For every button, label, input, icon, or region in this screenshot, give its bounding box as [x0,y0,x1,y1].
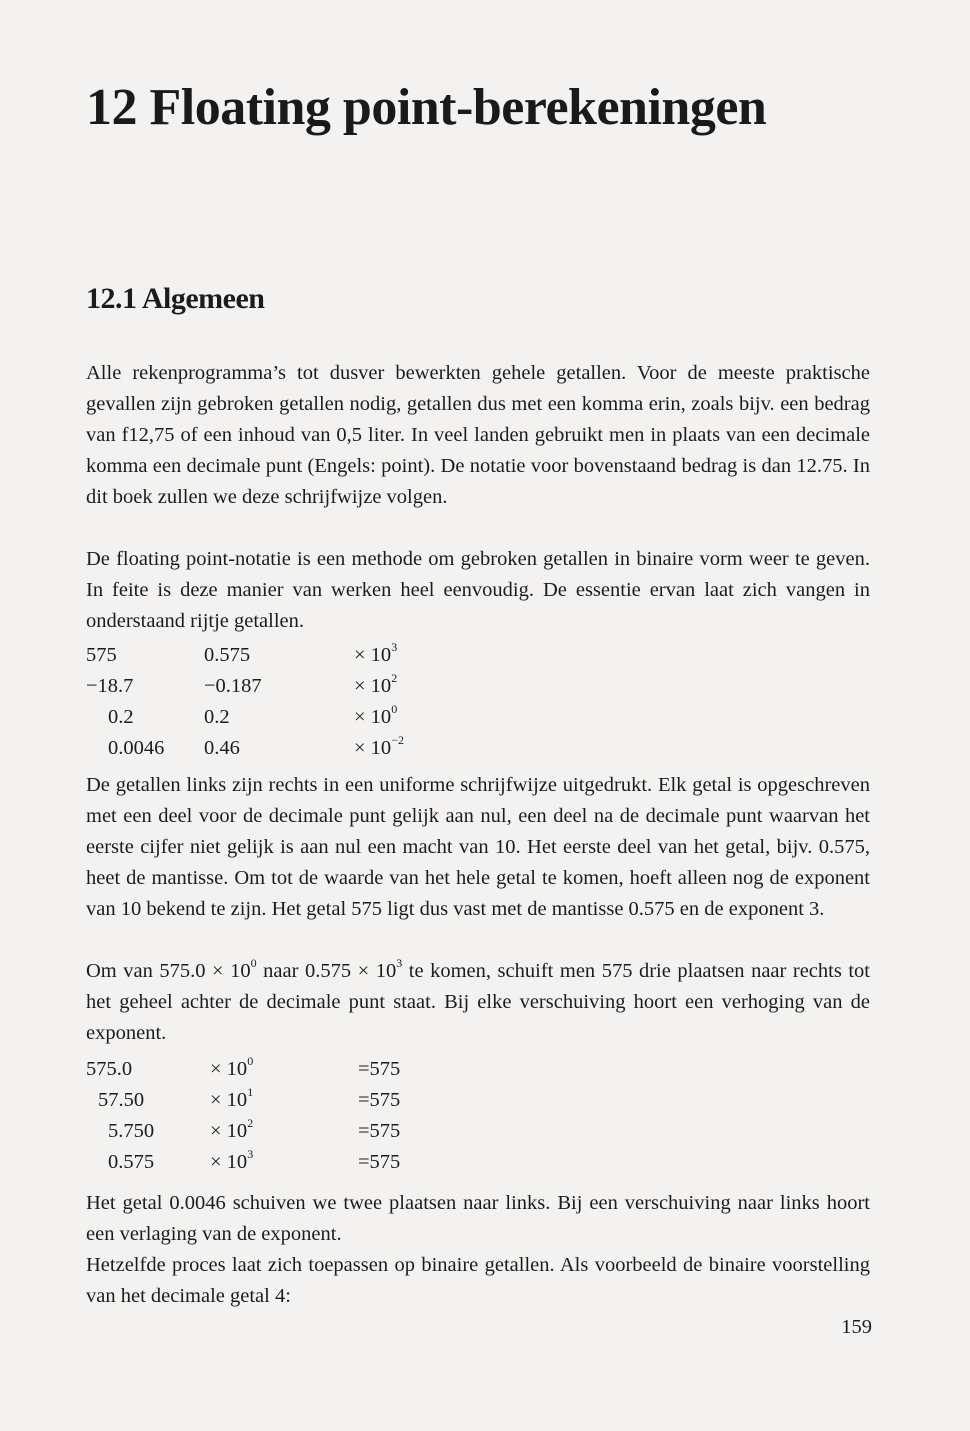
table-cell-power: × $10^3$ [210,1147,254,1173]
section-title: 12.1 Algemeen [86,282,265,315]
table-cell-power: × $10^0$ [210,1054,254,1080]
paragraph-uniform-notation: De getallen links zijn rechts in een uniforme schrijfwijze uitgedrukt. Elk getal is opgeschreven met een deel voor de decimale punt gelijk aan nul, een deel na de decimale punt waarvan het eerste cijfer niet gelijk is aan nul een macht van 10. Het eerste deel van het getal, bijv. 0.575, heet de mantisse. Om tot de waarde van het hele getal te komen, hoeft alleen nog de exponent van 10 bekend te zijn. Het getal 575 ligt dus vast met de mantisse 0.575 en de exponent 3. [86,774,870,920]
table-cell-number: 0.0046 [108,737,165,759]
table-cell-number: 57.50 [98,1089,145,1111]
table-cell-power: × $10^3$ [354,640,398,666]
table-cell-result: =575 [358,1151,401,1173]
table-cell-number: 575 [86,644,117,666]
table-cell-mantissa: 0.2 [204,706,230,728]
table-cell-power: × $10^0$ [354,702,398,728]
paragraph-intro: Alle rekenprogramma’s tot dusver bewerkten gehele getallen. Voor de meeste praktische gevallen zijn gebroken getallen nodig, getallen dus met een komma erin, zoals bijv. een bedrag van f12,75 of een inhoud van 0,5 liter. In veel landen gebruikt men in plaats van een decimale komma een decimale punt (Engels: point). De notatie voor bovenstaand bedrag is dan 12.75. In dit boek zullen we deze schrijfwijze volgen. [86,362,870,508]
table-cell-power: × $10^1$ [210,1085,254,1111]
page-number: 159 [841,1316,872,1338]
table-cell-power: × $10^2$ [354,671,398,697]
table-cell-mantissa: 0.575 [204,644,251,666]
table-cell-number: 0.2 [108,706,134,728]
table-cell-result: =575 [358,1058,401,1080]
paragraph-floating-point: De floating point-notatie is een methode om gebroken getallen in binaire vorm weer te geven. In feite is deze manier van werken heel eenvoudig. De essentie ervan laat zich vangen in onderstaand rijtje getallen. [86,548,870,632]
table-cell-result: =575 [358,1120,401,1142]
table-cell-number: −18.7 [86,675,134,697]
chapter-title: 12 Floating point-berekeningen [86,79,767,136]
table-cell-mantissa: 0.46 [204,737,240,759]
paragraph-left-shift: Het getal 0.0046 schuiven we twee plaatsen naar links. Bij een verschuiving naar links hoort een verlaging van de exponent. [86,1192,870,1245]
table-cell-power: × $10^{-2}$ [354,733,404,759]
table-cell-number: 575.0 [86,1058,133,1080]
paragraph-shift: Om van $575.0 \times 10^0$ naar $0.575 \times 10^3$ te komen, schuift men 575 drie plaatsen naar rechts tot het geheel achter de decimale punt staat. Bij elke verschuiving hoort een verhoging van de exponent. [86,956,870,1044]
table-cell-number: 5.750 [108,1120,155,1142]
table-cell-result: =575 [358,1089,401,1111]
example-table-shift [86,1054,486,1178]
example-table-mantissa [86,640,486,764]
table-cell-power: × $10^2$ [210,1116,254,1142]
table-cell-number: 0.575 [108,1151,155,1173]
paragraph-binary: Hetzelfde proces laat zich toepassen op binaire getallen. Als voorbeeld de binaire voorstelling van het decimale getal 4: [86,1254,870,1307]
table-cell-mantissa: −0.187 [204,675,262,697]
